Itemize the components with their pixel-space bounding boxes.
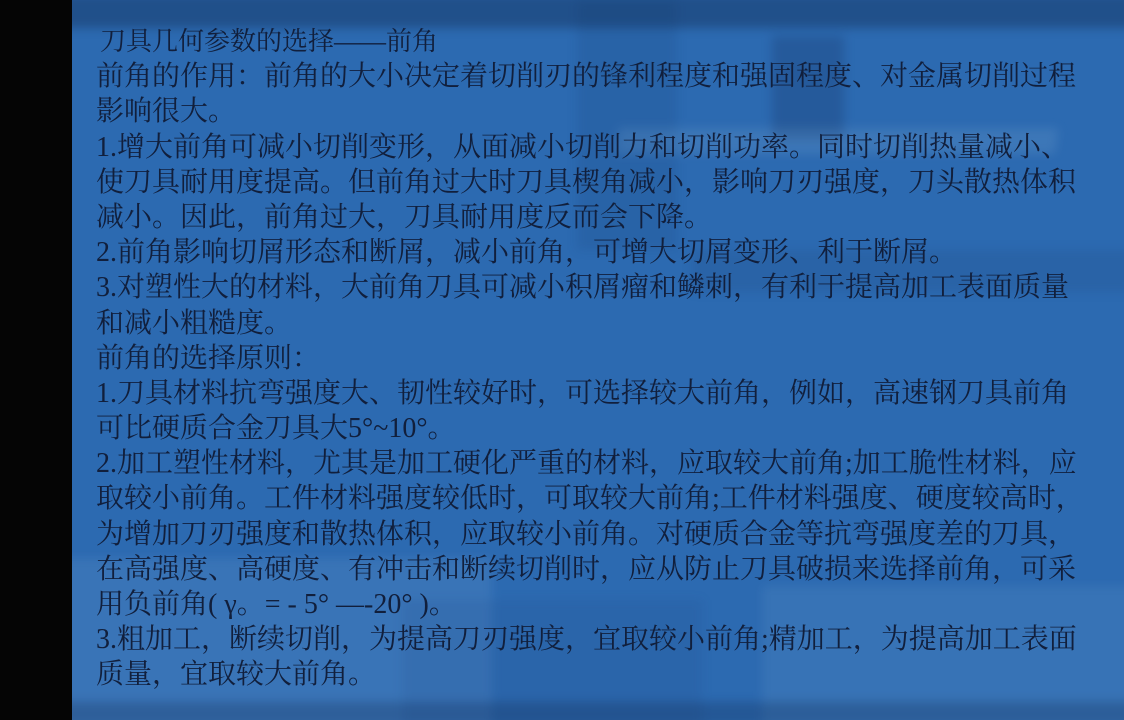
text-line-17: 3.粗加工，断续切削，为提高刀刃强度，宜取较小前角;精加工，为提高加工表面	[96, 624, 1077, 656]
presentation-slide	[72, 0, 1124, 720]
text-line-18: 质量，宜取较大前角。	[96, 659, 377, 691]
text-line-8: 和减小粗糙度。	[96, 307, 293, 339]
text-line-14: 为增加刀刃强度和散热体积，应取较小前角。对硬质合金等抗弯强度差的刀具，	[96, 518, 1077, 550]
text-line-13: 取较小前角。工件材料强度较低时，可取较大前角;工件材料强度、硬度较高时，	[96, 483, 1084, 515]
text-line-5: 减小。因此，前角过大，刀具耐用度反而会下降。	[96, 201, 713, 233]
text-line-16: 用负前角( γ。= - 5° —-20° )。	[96, 589, 457, 620]
text-line-2: 影响很大。	[96, 96, 237, 128]
slide-text-block	[96, 24, 1120, 693]
text-line-10: 1.刀具材料抗弯强度大、韧性较好时，可选择较大前角，例如，高速钢刀具前角	[96, 377, 1070, 409]
bg-bottom-dark-band	[72, 702, 1124, 720]
text-line-9: 前角的选择原则：	[96, 342, 321, 374]
text-line-11: 可比硬质合金刀具大5°~10°。	[96, 413, 456, 445]
text-line-4: 使刀具耐用度提高。但前角过大时刀具楔角减小，影响刀刃强度，刀头散热体积	[96, 166, 1077, 198]
slide-title: 刀具几何参数的选择——前角	[100, 27, 439, 56]
text-line-3: 1.增大前角可减小切削变形，从面减小切削力和切削功率。同时切削热量减小、	[96, 131, 1070, 163]
text-line-6: 2.前角影响切屑形态和断屑，减小前角，可增大切屑变形、利于断屑。	[96, 237, 958, 269]
text-line-12: 2.加工塑性材料，尤其是加工硬化严重的材料，应取较大前角;加工脆性材料，应	[96, 448, 1077, 480]
text-line-1: 前角的作用：前角的大小决定着切削刃的锋利程度和强固程度、对金属切削过程	[96, 61, 1077, 93]
text-line-7: 3.对塑性大的材料，大前角刀具可减小积屑瘤和鳞刺，有利于提高加工表面质量	[96, 272, 1070, 304]
text-line-15: 在高强度、高硬度、有冲击和断续切削时，应从防止刀具破损来选择前角，可采	[96, 553, 1077, 585]
letterbox-left-bar	[0, 0, 72, 720]
